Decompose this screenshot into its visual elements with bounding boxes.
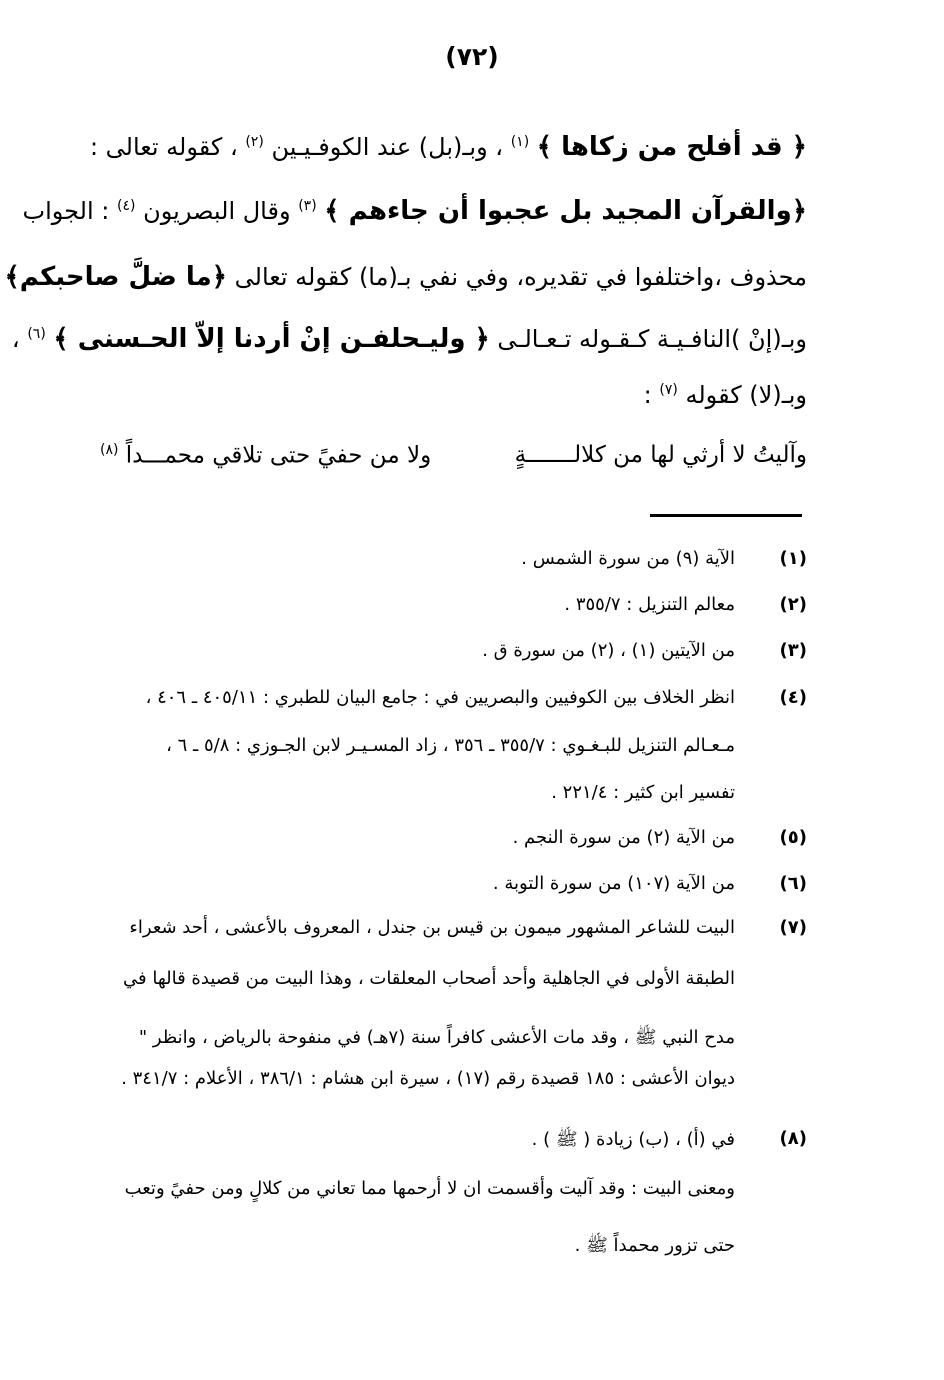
quran-quote: ﴿ قد أفلح من زكاها ﴾ — [536, 132, 807, 162]
footnote-text: في (أ) ، (ب) زيادة ( ﷺ ) . — [531, 1129, 735, 1150]
footnote-text: ديوان الأعشى : ١٨٥ قصيدة رقم (١٧) ، سيرة ابن هشام : ٣٨٦/١ ، الأعلام : ٣٤١/٧ . — [121, 1068, 735, 1089]
footnote-number: (٢) — [779, 594, 807, 615]
footnote-number: (٦) — [779, 873, 807, 894]
body-text: : الجواب — [22, 197, 110, 225]
footnote-number: (٧) — [779, 917, 807, 938]
body-line-5 — [100, 381, 807, 409]
footnote-marker: (٦) — [27, 326, 46, 342]
verse-first-hemistich: وآليتُ لا أرثي لها من كلالـــــــةٍ — [514, 442, 807, 468]
page-number: (٧٢) — [445, 42, 499, 71]
body-line-4 — [11, 324, 807, 354]
body-text: : — [643, 381, 652, 409]
footnote-text: ومعنى البيت : وقد آليت وأقسمت ان لا أرحمها مما تعاني من كلالٍ ومن حفيً وتعب — [124, 1178, 735, 1199]
body-text: وقال البصريون — [143, 197, 291, 225]
body-text: وبـ(لا) كقوله — [685, 381, 807, 409]
footnote-number: (٣) — [779, 640, 807, 661]
footnote-marker: (١) — [510, 134, 530, 150]
footnote-text: تفسير ابن كثير : ٢٢١/٤ . — [551, 782, 735, 803]
footnote-text: الطبقة الأولى في الجاهلية وأحد أصحاب المعلقات ، وهذا البيت من قصيدة قالها في — [123, 968, 735, 989]
footnote-text: الآية (٩) من سورة الشمس . — [521, 548, 735, 569]
footnote-marker: (٨) — [100, 442, 119, 458]
footnote-divider — [650, 514, 802, 517]
footnote-number: (٤) — [779, 687, 807, 708]
body-text: ، كقوله تعالى : — [89, 133, 238, 161]
quran-quote: ﴿ وليـحلفـن إنْ أردنا إلاّ الحـسنى ﴾ — [53, 324, 490, 354]
footnote-text: معالم التنزيل : ٣٥٥/٧ . — [564, 594, 735, 615]
footnote-marker: (٤) — [117, 198, 136, 214]
body-line-3 — [4, 262, 807, 292]
verse-second-hemistich — [100, 442, 431, 469]
quran-quote: ﴿ما ضلَّ صاحبكم﴾ — [4, 262, 228, 292]
footnote-text: من الآية (١٠٧) من سورة التوبة . — [492, 873, 735, 894]
poetry-verse — [100, 432, 807, 472]
footnote-marker: (٧) — [659, 382, 678, 398]
body-text: ، — [11, 325, 20, 353]
verse-text: ولا من حفيً حتى تلاقي محمـــداً — [125, 442, 432, 469]
footnote-text: البيت للشاعر المشهور ميمون بن قيس بن جندل ، المعروف بالأعشى ، أحد شعراء — [129, 917, 735, 938]
footnote-marker: (٣) — [298, 198, 317, 214]
footnote-text: مدح النبي ﷺ ، وقد مات الأعشى كافراً سنة (٧هـ) في منفوحة بالرياض ، وانظر " — [138, 1027, 735, 1048]
footnote-text: مـعـالم التنزيل للبـغـوي : ٣٥٥/٧ ـ ٣٥٦ ، زاد المسـيـر لابن الجـوزي : ٥/٨ ـ ٦ ، — [166, 735, 735, 756]
footnote-number: (٥) — [779, 827, 807, 848]
footnote-number: (١) — [779, 548, 807, 569]
body-line-1 — [89, 132, 807, 162]
footnote-text: من الآية (٢) من سورة النجم . — [512, 827, 735, 848]
footnote-marker: (٢) — [245, 134, 264, 150]
footnote-text: حتى تزور محمداً ﷺ . — [574, 1235, 735, 1256]
footnote-text: من الآيتين (١) ، (٢) من سورة ق . — [482, 640, 735, 661]
body-line-2 — [22, 196, 807, 226]
body-text: محذوف ،واختلفوا في تقديره، وفي نفي بـ(ما) كقوله تعالى — [234, 263, 807, 291]
footnote-text: انظر الخلاف بين الكوفيين والبصريين في : جامع البيان للطبري : ٤٠٥/١١ ـ ٤٠٦ ، — [145, 687, 735, 708]
body-text: ، وبـ(بل) عند الكوفـيـين — [271, 133, 504, 161]
footnote-number: (٨) — [779, 1128, 807, 1149]
body-text: وبـ(إنْ )النافـيـة كـقـوله تـعـالـى — [497, 325, 807, 353]
quran-quote: ﴿والقرآن المجيد بل عجبوا أن جاءهم ﴾ — [324, 196, 807, 226]
